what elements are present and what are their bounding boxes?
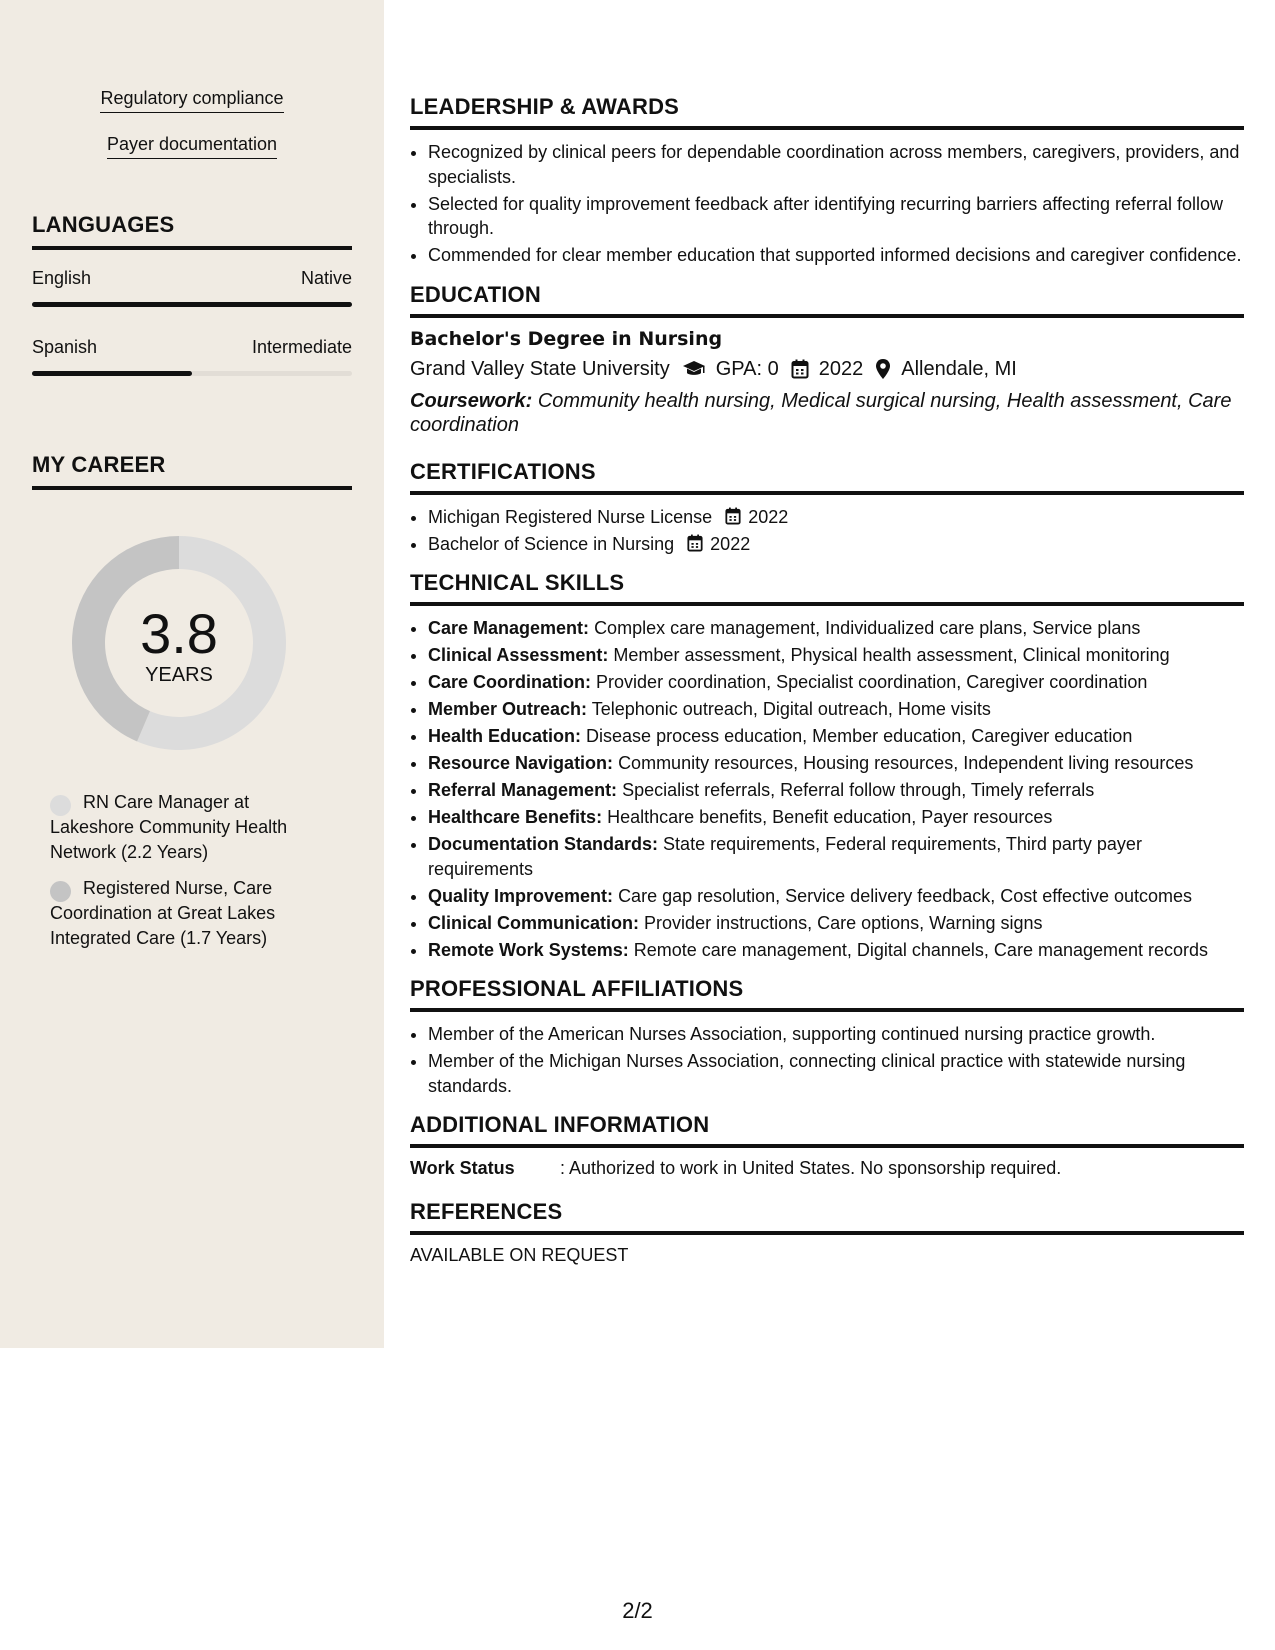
affiliations-section <box>410 976 1244 1098</box>
skill-value: Remote care management, Digital channels, Care management records <box>633 939 1209 960</box>
references-section <box>410 1199 1244 1266</box>
main-content <box>410 94 1244 1280</box>
education-section <box>410 282 1244 437</box>
work-status-label: Work Status <box>410 1158 515 1178</box>
certifications-section <box>410 459 1244 557</box>
certification-year: 2022 <box>748 506 789 527</box>
skill-label: Care Coordination: <box>428 672 592 692</box>
language-name: English <box>32 268 92 288</box>
language-name: Spanish <box>32 337 98 357</box>
skill-tag: Payer documentation <box>107 134 277 159</box>
school-name: Grand Valley State University <box>410 357 670 380</box>
skill-value: Specialist referrals, Referral follow through, Timely referrals <box>622 780 1095 800</box>
skill-label: Clinical Communication: <box>428 912 640 933</box>
skill-value: Community resources, Housing resources, Independent living resources <box>618 753 1194 773</box>
skill-label: Referral Management: <box>428 780 618 800</box>
degree-title: Bachelor's Degree in Nursing <box>410 327 723 350</box>
skill-item <box>428 884 1244 909</box>
language-spanish <box>32 337 352 376</box>
language-level: Native <box>300 268 352 288</box>
language-english <box>32 268 352 307</box>
skill-item <box>428 832 1244 881</box>
work-status-row <box>410 1158 1244 1179</box>
skill-tags <box>0 88 384 180</box>
skill-value: Healthcare benefits, Benefit education, Payer resources <box>607 807 1053 827</box>
list-item: • Member of the American Nurses Association, supporting continued nursing practice growth. <box>428 1022 1244 1047</box>
references-text: AVAILABLE ON REQUEST <box>410 1245 629 1265</box>
career-item <box>50 790 320 865</box>
career-item-text: RN Care Manager at Lakeshore Community Health Network (2.2 Years) <box>50 792 288 862</box>
career-list <box>50 790 320 962</box>
coursework-label: Coursework: <box>410 389 533 412</box>
skill-item <box>428 751 1244 776</box>
skill-item <box>428 670 1244 695</box>
page-number: 2/2 <box>622 1598 653 1623</box>
section-heading: LEADERSHIP & AWARDS <box>410 94 1244 130</box>
career-heading: MY CAREER <box>32 452 352 490</box>
skill-item <box>428 724 1244 749</box>
certification-item <box>428 505 1244 530</box>
language-bar <box>32 371 352 376</box>
coursework-text: Community health nursing, Medical surgical nursing, Health assessment, Care coordination <box>410 389 1232 436</box>
skill-label: Resource Navigation: <box>428 753 614 773</box>
skill-value: Disease process education, Member education, Caregiver education <box>586 726 1133 746</box>
skill-label: Health Education: <box>428 726 582 746</box>
calendar-icon <box>791 359 809 379</box>
skill-label: Care Management: <box>428 618 590 638</box>
career-unit: YEARS <box>145 664 213 686</box>
language-bar-fill <box>32 302 352 307</box>
skill-label: Healthcare Benefits: <box>428 807 603 827</box>
skill-label: Clinical Assessment: <box>428 645 609 665</box>
section-heading: ADDITIONAL INFORMATION <box>410 1112 1244 1148</box>
section-heading: TECHNICAL SKILLS <box>410 570 1244 606</box>
coursework <box>410 389 1244 437</box>
technical-skills-section <box>410 570 1244 962</box>
certification-year: 2022 <box>710 533 751 554</box>
graduation-year: 2022 <box>818 357 864 380</box>
section-heading: PROFESSIONAL AFFILIATIONS <box>410 976 1244 1012</box>
certification-item <box>428 532 1244 557</box>
career-dot-icon <box>50 795 71 816</box>
skill-tag: Regulatory compliance <box>100 88 283 113</box>
career-total: 3.8 <box>140 602 218 665</box>
skill-label: Member Outreach: <box>428 699 588 719</box>
skill-label: Remote Work Systems: <box>428 939 629 960</box>
language-bar <box>32 302 352 307</box>
career-donut-chart <box>66 530 292 756</box>
skill-value: Telephonic outreach, Digital outreach, Home visits <box>591 699 991 719</box>
sidebar <box>0 0 384 1348</box>
skill-item <box>428 643 1244 668</box>
skill-value: Care gap resolution, Service delivery feedback, Cost effective outcomes <box>618 885 1193 906</box>
calendar-icon <box>687 534 703 552</box>
skill-value: Complex care management, Individualized care plans, Service plans <box>594 618 1141 638</box>
language-bar-fill <box>32 371 192 376</box>
list-item: • Member of the Michigan Nurses Association, connecting clinical practice with statewide nursing standards. <box>428 1049 1244 1098</box>
list-item: • Commended for clear member education that supported informed decisions and caregiver confidence. <box>428 243 1244 268</box>
certification-name: Michigan Registered Nurse License <box>428 506 713 527</box>
career-item <box>50 876 320 951</box>
skill-item <box>428 805 1244 830</box>
education-meta <box>410 358 1244 381</box>
skill-value: Provider instructions, Care options, Warning signs <box>644 912 1043 933</box>
languages-heading: LANGUAGES <box>32 212 352 250</box>
graduation-cap-icon <box>682 360 706 378</box>
skill-value: Provider coordination, Specialist coordination, Caregiver coordination <box>596 672 1148 692</box>
skill-item <box>428 938 1244 963</box>
additional-info-section <box>410 1112 1244 1179</box>
skill-item <box>428 778 1244 803</box>
career-item-text: Registered Nurse, Care Coordination at Great Lakes Integrated Care (1.7 Years) <box>50 878 276 948</box>
skill-item <box>428 911 1244 936</box>
skill-value: Member assessment, Physical health assessment, Clinical monitoring <box>613 645 1170 665</box>
skill-item <box>428 697 1244 722</box>
skill-item <box>428 616 1244 641</box>
leadership-section <box>410 94 1244 268</box>
gpa: GPA: 0 <box>715 357 779 380</box>
certification-name: Bachelor of Science in Nursing <box>428 533 675 554</box>
section-heading: REFERENCES <box>410 1199 1244 1235</box>
skill-label: Quality Improvement: <box>428 885 614 906</box>
school-location: Allendale, MI <box>901 357 1017 380</box>
list-item: • Recognized by clinical peers for dependable coordination across members, caregivers, providers, and specialists. <box>428 140 1244 189</box>
calendar-icon <box>725 507 741 525</box>
section-heading: EDUCATION <box>410 282 1244 318</box>
language-level: Intermediate <box>251 337 352 357</box>
work-status-value: : Authorized to work in United States. No sponsorship required. <box>560 1158 1062 1178</box>
skill-label: Documentation Standards: <box>428 834 659 854</box>
location-pin-icon <box>875 358 891 380</box>
list-item: • Selected for quality improvement feedback after identifying recurring barriers affecting referral follow through. <box>428 192 1244 241</box>
section-heading: CERTIFICATIONS <box>410 459 1244 495</box>
career-dot-icon <box>50 881 71 902</box>
skill-value: State requirements, Federal requirements, Third party payer requirements <box>428 834 1142 879</box>
